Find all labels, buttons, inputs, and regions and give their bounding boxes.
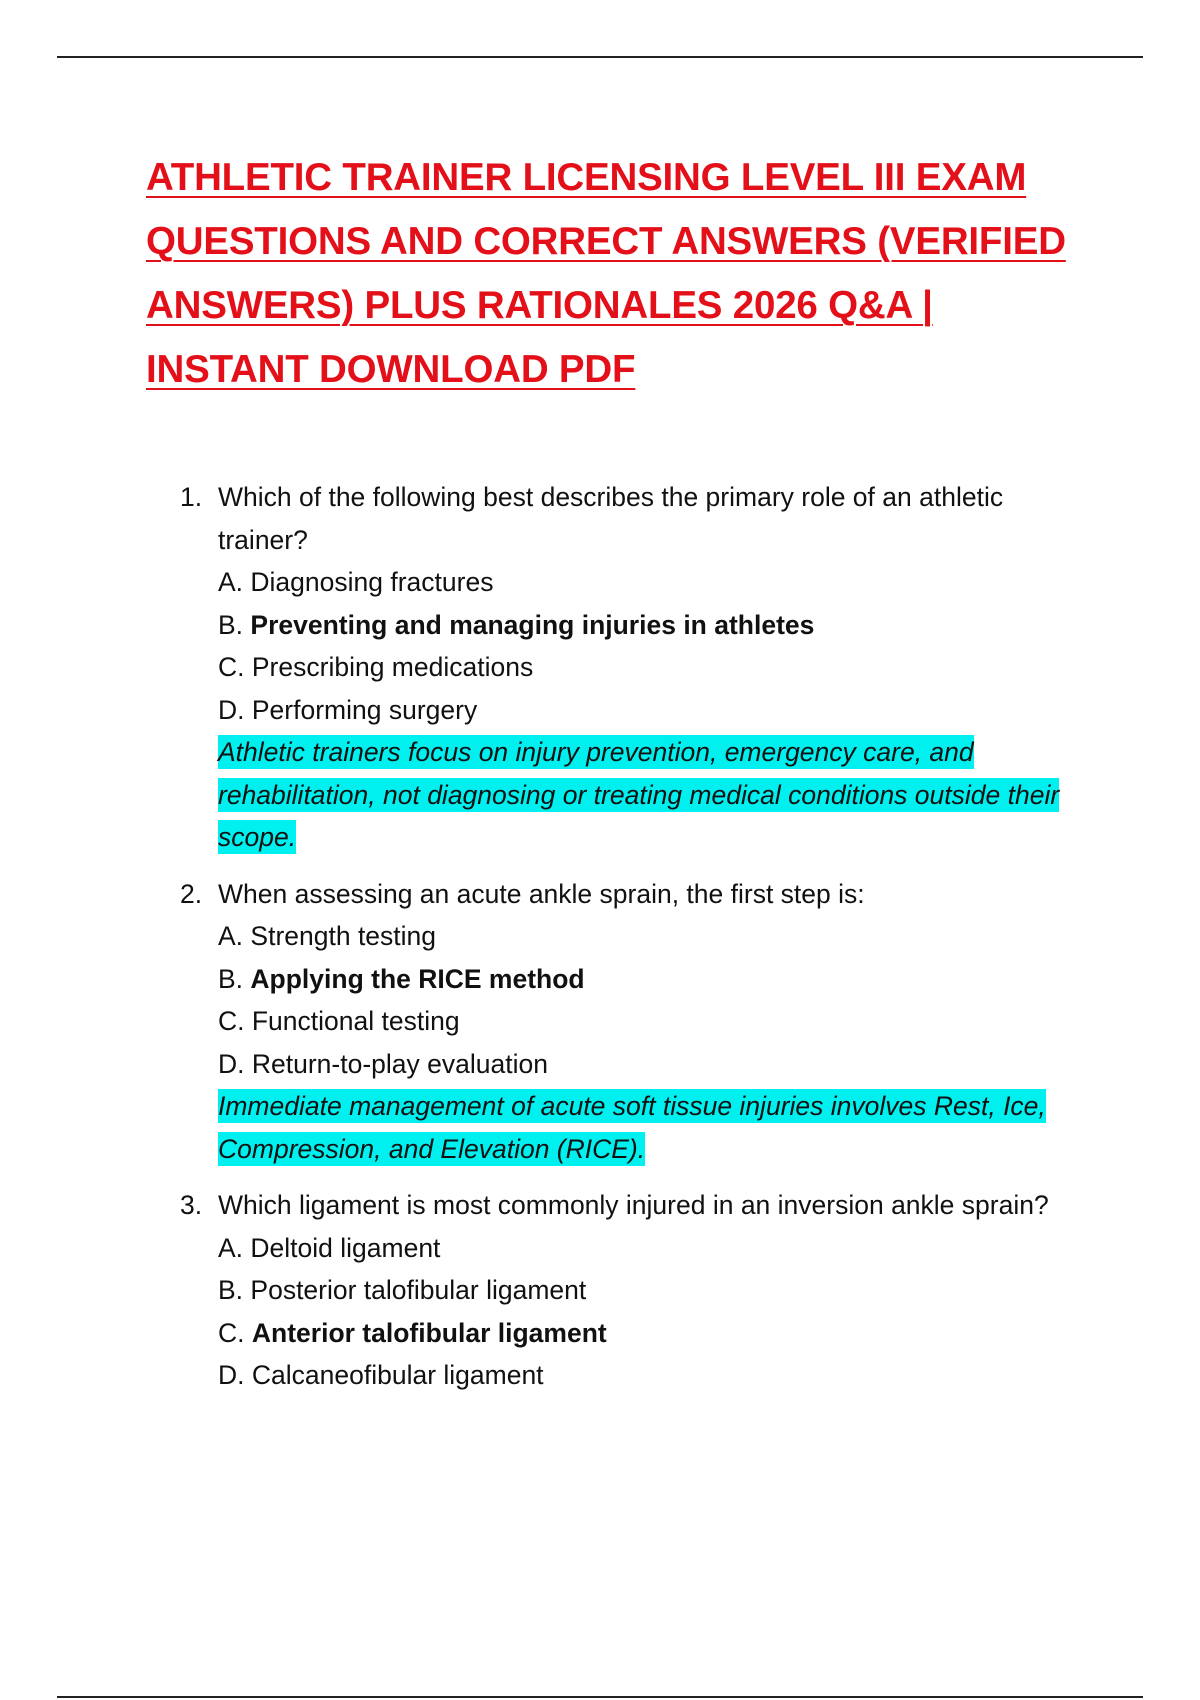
question-2	[180, 873, 1100, 1171]
option-text: Prescribing medications	[251, 652, 534, 682]
option-text: Functional testing	[251, 1006, 460, 1036]
option-text: Performing surgery	[251, 694, 478, 725]
question-number: 2.	[180, 878, 203, 909]
question-1	[180, 476, 1100, 859]
option-letter: A.	[218, 1232, 251, 1263]
top-rule	[57, 56, 1143, 58]
option-d	[218, 1354, 1100, 1397]
rationale-text: Immediate management of acute soft tissue injuries involves Rest, Ice, Compression, and Elevation (RICE).	[218, 1091, 1046, 1164]
question-3	[180, 1184, 1100, 1397]
option-letter: A.	[218, 567, 251, 597]
option-letter: B.	[218, 963, 251, 994]
option-c	[218, 1312, 1100, 1355]
option-b	[218, 604, 1100, 647]
correct-answer-text: Preventing and managing injuries in athletes	[250, 609, 815, 640]
option-letter: B.	[218, 609, 251, 640]
option-b	[218, 1269, 1100, 1312]
option-text: Deltoid ligament	[250, 1232, 441, 1263]
option-text: Calcaneofibular ligament	[251, 1360, 544, 1390]
option-c	[218, 646, 1100, 689]
option-text: Posterior talofibular ligament	[250, 1275, 587, 1305]
option-letter: B.	[218, 1275, 251, 1305]
correct-answer-text: Applying the RICE method	[250, 963, 585, 994]
bottom-rule	[57, 1696, 1143, 1698]
question-text: Which of the following best describes the primary role of an athletic trainer?	[218, 482, 1004, 555]
rationale-text: Athletic trainers focus on injury prevention, emergency care, and rehabilitation, not diagnosing or treating medical conditions outside their scope.	[218, 737, 1060, 852]
document-title: ATHLETIC TRAINER LICENSING LEVEL III EXAM QUESTIONS AND CORRECT ANSWERS (VERIFIED ANSWERS) PLUS RATIONALES 2026 Q&A | INSTANT DOWNLOAD PDF	[146, 156, 1066, 391]
correct-answer-text: Anterior talofibular ligament	[251, 1317, 607, 1348]
question-list	[180, 476, 1100, 1411]
option-d	[218, 689, 1100, 732]
option-letter: C.	[218, 1317, 252, 1348]
option-text: Strength testing	[250, 921, 437, 951]
question-number: 1.	[180, 482, 203, 512]
option-b	[218, 958, 1100, 1001]
rationale	[218, 731, 1100, 859]
question-text: Which ligament is most commonly injured in an inversion ankle sprain?	[218, 1190, 1049, 1220]
option-text: Return-to-play evaluation	[251, 1048, 548, 1079]
rationale	[218, 1085, 1100, 1170]
option-a	[218, 1227, 1100, 1270]
question-number: 3.	[180, 1190, 203, 1220]
option-a	[218, 915, 1100, 958]
option-letter: A.	[218, 921, 251, 951]
question-text: When assessing an acute ankle sprain, the first step is:	[218, 878, 865, 909]
option-letter: C.	[218, 652, 252, 682]
option-letter: D.	[218, 1360, 252, 1390]
option-a	[218, 561, 1100, 604]
option-letter: D.	[218, 694, 252, 725]
option-c	[218, 1000, 1100, 1043]
option-letter: D.	[218, 1048, 252, 1079]
option-text: Diagnosing fractures	[250, 567, 494, 597]
option-d	[218, 1043, 1100, 1086]
option-letter: C.	[218, 1006, 252, 1036]
